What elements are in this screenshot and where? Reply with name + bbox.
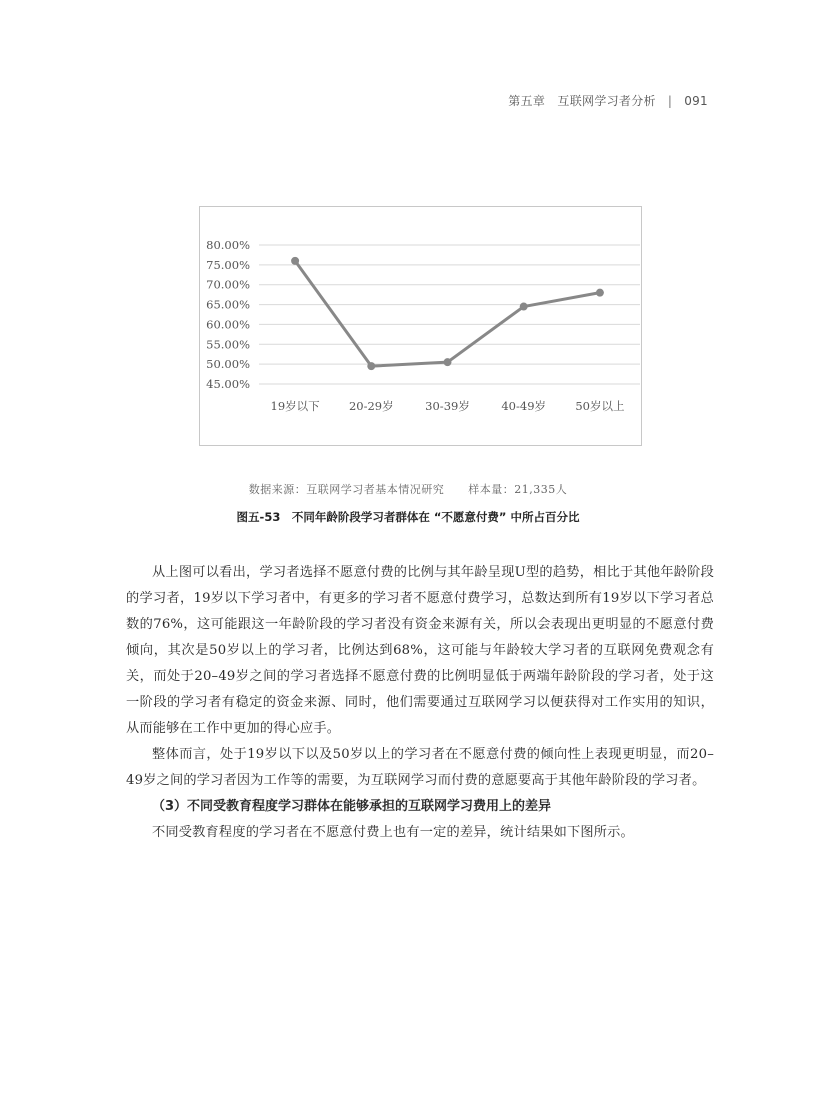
running-header bbox=[508, 92, 708, 109]
section-subheading: （3）不同受教育程度学习群体在能够承担的互联网学习费用上的差异 bbox=[152, 799, 552, 814]
x-tick-label: 19岁以下 bbox=[270, 399, 320, 413]
x-tick-label: 30-39岁 bbox=[425, 399, 470, 413]
sample-size: 样本量：21,335人 bbox=[468, 483, 568, 496]
figure-caption: 图五-53 不同年龄阶段学习者群体在 “不愿意付费” 中所占百分比 bbox=[236, 510, 580, 524]
data-point bbox=[520, 303, 528, 311]
data-source: 数据来源：互联网学习者基本情况研究 bbox=[248, 483, 445, 496]
series-line bbox=[295, 261, 600, 366]
x-tick-label: 20-29岁 bbox=[348, 399, 394, 413]
y-tick-label: 65.00% bbox=[206, 297, 250, 312]
paragraph-2: 整体而言，处于19岁以下以及50岁以上的学习者在不愿意付费的倾向性上表现更明显，而20–49岁之间的学习者因为工作等的需要，为互联网学习而付费的意愿要高于其他年龄阶段的学习者。 bbox=[126, 747, 714, 788]
y-tick-label: 70.00% bbox=[206, 277, 250, 292]
paragraph-1: 从上图可以看出，学习者选择不愿意付费的比例与其年龄呈现U型的趋势，相比于其他年龄阶段的学习者，19岁以下学习者中，有更多的学习者不愿意付费学习，总数达到所有19岁以下学习者总数的76%，这可能跟这一年龄阶段的学习者没有资金来源有关，所以会表现出更明显的不愿意付费倾向，其次是50岁以上的学习者，比例达到68%，这可能与年龄较大学习者的互联网免费观念有关，而处于20–49岁之间的学习者选择不愿意付费的比例明显低于两端年龄阶段的学习者，处于这一阶段的学习者有稳定的资金来源、同时，他们需要通过互联网学习以便获得对工作实用的知识，从而能够在工作中更加的得心应手。 bbox=[126, 565, 714, 736]
paragraph-3: 不同受教育程度的学习者在不愿意付费上也有一定的差异，统计结果如下图所示。 bbox=[152, 825, 634, 840]
data-point bbox=[596, 289, 604, 297]
y-tick-label: 55.00% bbox=[206, 337, 250, 352]
x-tick-label: 50岁以上 bbox=[575, 399, 625, 413]
body-text bbox=[126, 560, 714, 846]
x-tick-label: 40-49岁 bbox=[501, 399, 547, 413]
header-separator: | bbox=[667, 94, 673, 108]
y-tick-label: 60.00% bbox=[206, 317, 250, 332]
y-tick-label: 75.00% bbox=[206, 257, 250, 272]
line-chart bbox=[199, 206, 642, 446]
page-number: 091 bbox=[684, 94, 708, 108]
line-chart-svg bbox=[200, 207, 643, 447]
y-tick-label: 80.00% bbox=[206, 238, 250, 252]
chapter-title: 第五章 互联网学习者分析 bbox=[508, 94, 656, 108]
figure-source bbox=[0, 481, 816, 497]
data-point bbox=[291, 257, 299, 265]
data-point bbox=[444, 358, 452, 366]
y-tick-label: 50.00% bbox=[206, 357, 250, 372]
y-tick-label: 45.00% bbox=[206, 377, 250, 391]
data-point bbox=[367, 362, 375, 370]
